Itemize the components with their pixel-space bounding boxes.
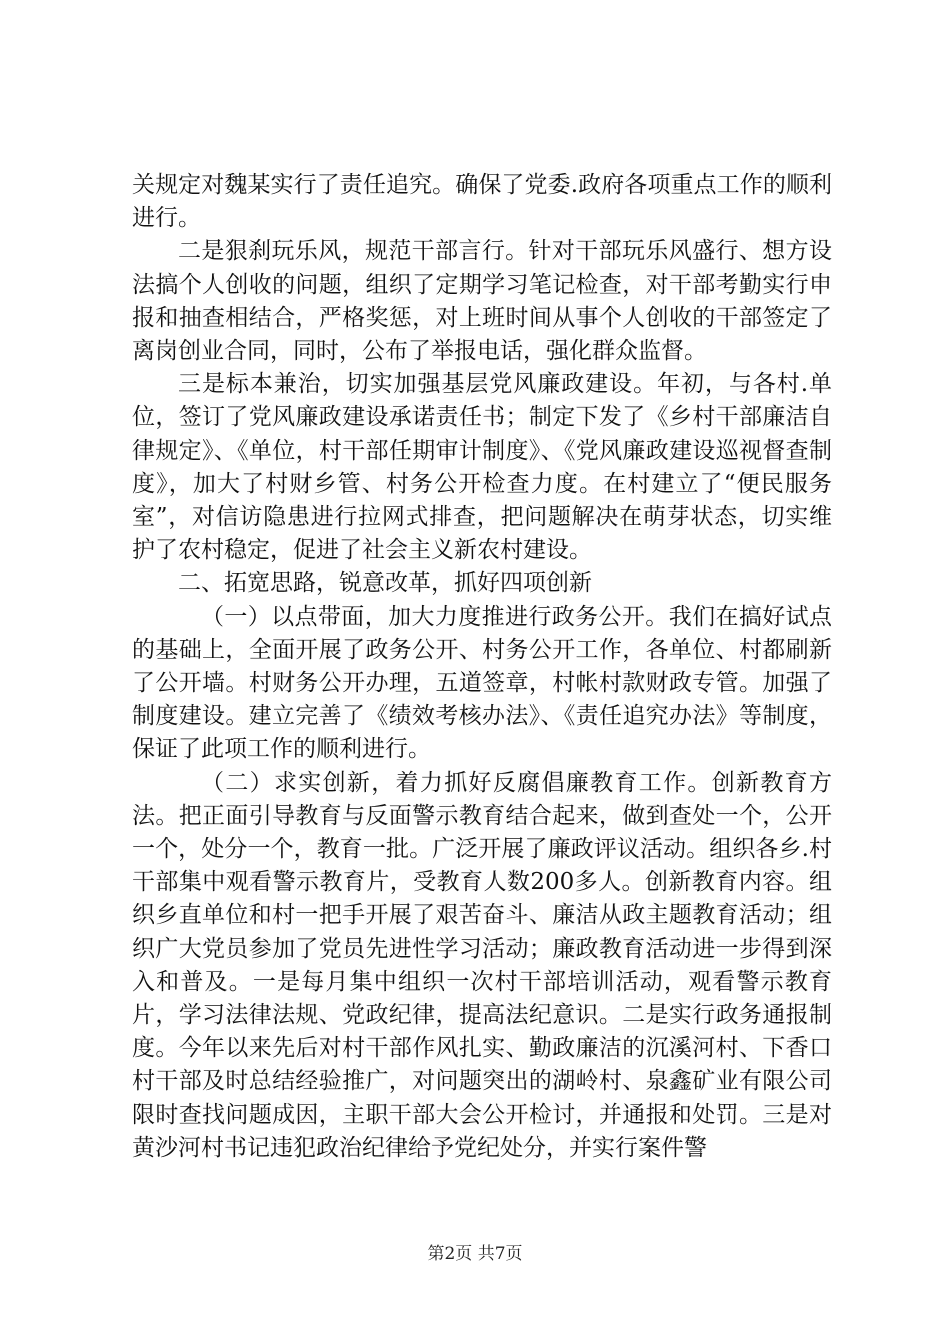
- section-heading: 二、拓宽思路，锐意改革，抓好四项创新: [178, 570, 592, 597]
- document-body: [132, 169, 832, 1165]
- paragraph-second-measure: 二是狠刹玩乐风，规范干部言行。针对干部玩乐风盛行、想方设法搞个人创收的问题，组织了定期学习笔记检查，对干部考勤实行申报和抽查相结合，严格奖惩，对上班时间从事个人创收的干部签定了离岗创业合同，同时，公布了举报电话，强化群众监督。: [132, 238, 832, 365]
- page-number-footer: 第2页 共7页: [427, 1244, 523, 1264]
- paragraph-subsection-one: （一）以点带面，加大力度推进行政务公开。我们在搞好试点的基础上，全面开展了政务公开、村务公开工作，各单位、村都刷新了公开墙。村财务公开办理，五道签章，村帐村款财政专管。加强了制度建设。建立完善了《绩效考核办法》、《责任追究办法》等制度，保证了此项工作的顺利进行。: [132, 603, 832, 763]
- paragraph-subsection-two: （二）求实创新，着力抓好反腐倡廉教育工作。创新教育方法。把正面引导教育与反面警示教育结合起来，做到查处一个，公开一个，处分一个，教育一批。广泛开展了廉政评议活动。组织各乡.村干部集中观看警示教育片，受教育人数200多人。创新教育内容。组织乡直单位和村一把手开展了艰苦奋斗、廉洁从政主题教育活动；组织广大党员参加了党员先进性学习活动；廉政教育活动进一步得到深入和普及。一是每月集中组织一次村干部培训活动，观看警示教育片，学习法律法规、党政纪律，提高法纪意识。二是实行政务通报制度。今年以来先后对村干部作风扎实、勤政廉洁的沉溪河村、下香口村干部及时总结经验推广，对问题突出的湖岭村、泉鑫矿业有限公司限时查找问题成因，主职干部大会公开检讨，并通报和处罚。三是对黄沙河村书记违犯政治纪律给予党纪处分，并实行案件警: [132, 769, 832, 1161]
- paragraph-third-measure: 三是标本兼治，切实加强基层党风廉政建设。年初，与各村.单位，签订了党风廉政建设承诺责任书；制定下发了《乡村干部廉洁自律规定》、《单位，村干部任期审计制度》、《党风廉政建设巡视督查制度》，加大了村财乡管、村务公开检查力度。在村建立了“便民服务室”，对信访隐患进行拉网式排查，把问题解决在萌芽状态，切实维护了农村稳定，促进了社会主义新农村建设。: [132, 371, 832, 564]
- paragraph-continuation: 关规定对魏某实行了责任追究。确保了党委.政府各项重点工作的顺利进行。: [132, 172, 832, 232]
